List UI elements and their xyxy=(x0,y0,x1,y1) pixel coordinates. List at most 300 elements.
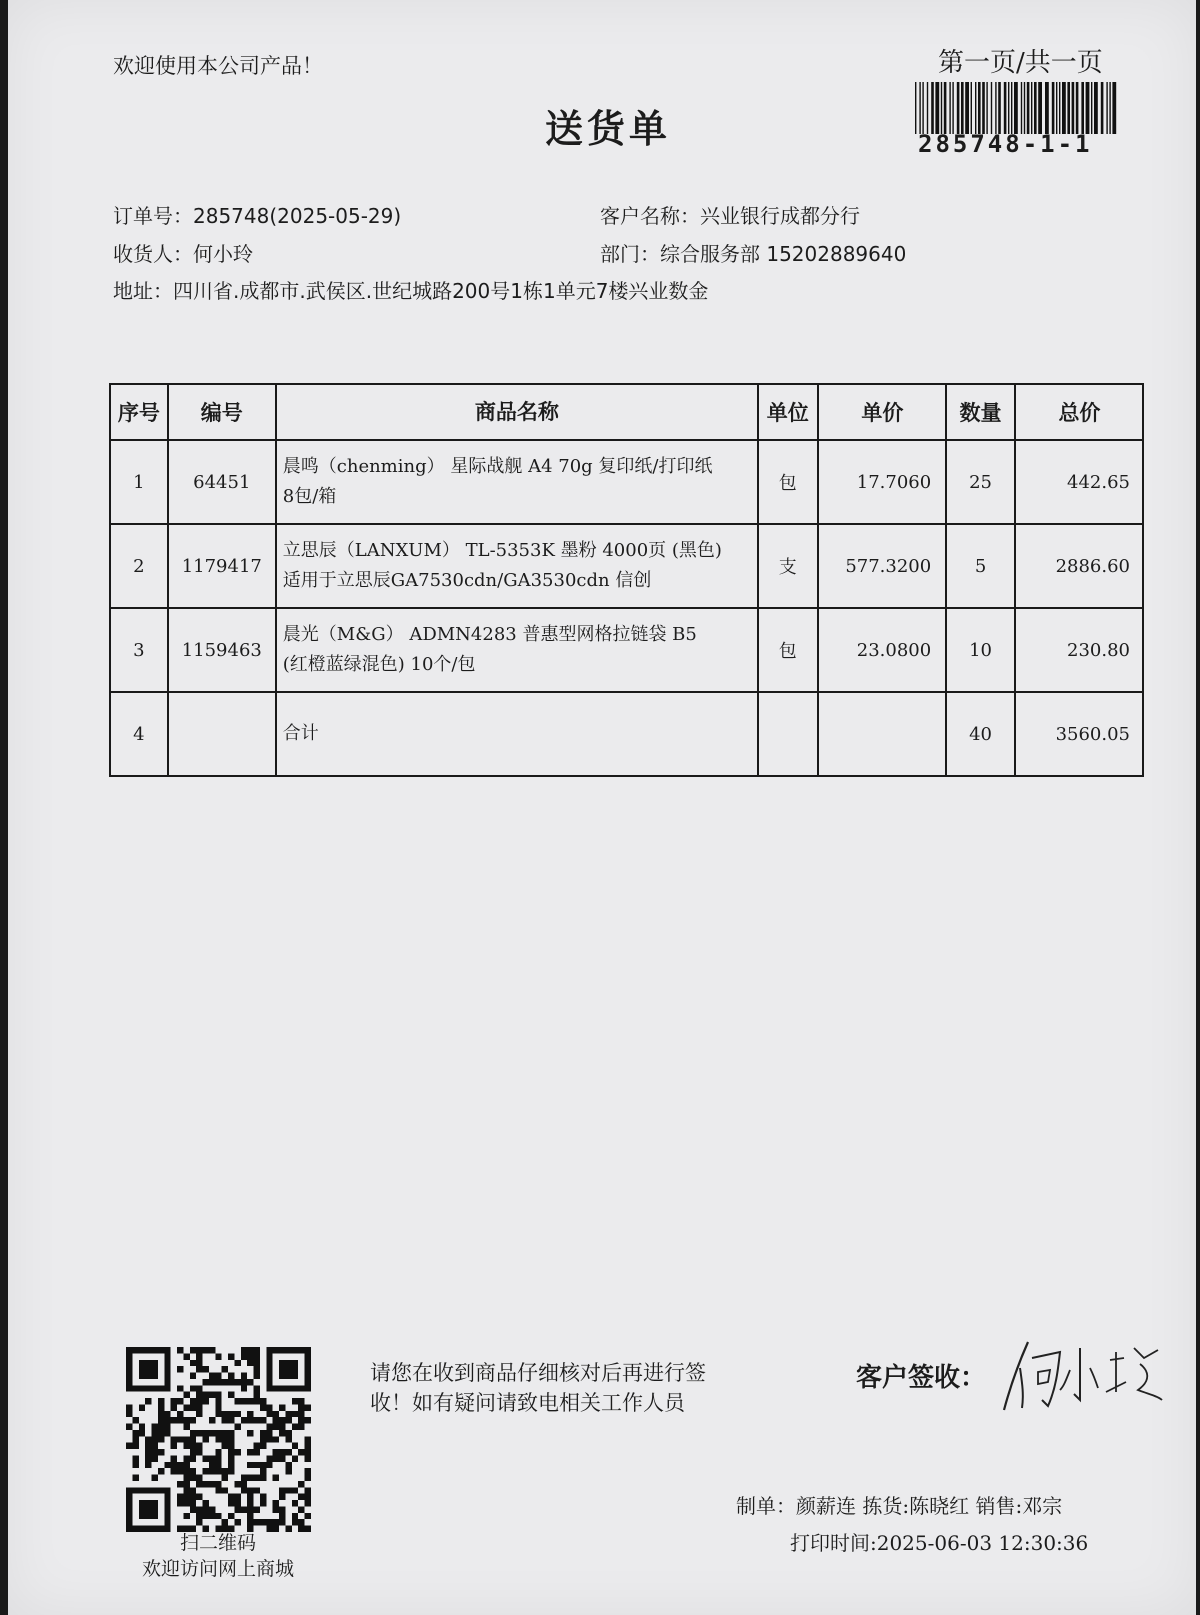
qr-module xyxy=(183,1455,189,1461)
qr-module xyxy=(247,1487,253,1493)
qr-module xyxy=(215,1513,221,1519)
qr-module xyxy=(177,1411,183,1417)
qr-module xyxy=(203,1455,209,1461)
qr-module xyxy=(132,1443,138,1449)
qr-module xyxy=(285,1417,291,1423)
qr-module xyxy=(183,1475,189,1481)
qr-module xyxy=(241,1353,247,1359)
cell-qty: 25 xyxy=(946,440,1015,524)
qr-module xyxy=(298,1481,304,1487)
qr-module xyxy=(254,1347,260,1353)
qr-module xyxy=(228,1379,234,1385)
qr-module xyxy=(177,1417,183,1423)
qr-module xyxy=(164,1430,170,1436)
qr-module xyxy=(228,1462,234,1468)
qr-module xyxy=(305,1500,311,1506)
qr-module xyxy=(241,1487,247,1493)
qr-module xyxy=(298,1449,304,1455)
qr-module xyxy=(190,1373,196,1379)
qr-module xyxy=(209,1347,215,1353)
qr-module xyxy=(305,1513,311,1519)
qr-finder xyxy=(139,1500,158,1519)
qr-module xyxy=(126,1424,132,1430)
cell-seq: 2 xyxy=(110,524,168,608)
table-row xyxy=(110,608,1143,692)
qr-module xyxy=(234,1494,240,1500)
qr-module xyxy=(254,1360,260,1366)
qr-module xyxy=(132,1462,138,1468)
qr-module xyxy=(254,1506,260,1512)
qr-module xyxy=(196,1353,202,1359)
qr-module xyxy=(298,1424,304,1430)
cell-total: 2886.60 xyxy=(1015,524,1143,608)
qr-module xyxy=(285,1462,291,1468)
cell-seq: 1 xyxy=(110,440,168,524)
qr-module xyxy=(183,1500,189,1506)
cell-name-line2: (红橙蓝绿混色) 10个/包 xyxy=(282,654,476,675)
print-time: 打印时间:2025-06-03 12:30:36 xyxy=(790,1531,1089,1555)
cell-name-line2: 8包/箱 xyxy=(282,486,337,507)
cell-name-line2: 适用于立思辰GA7530cdn/GA3530cdn 信创 xyxy=(282,570,652,591)
qr-module xyxy=(241,1347,247,1353)
qr-module xyxy=(177,1481,183,1487)
qr-module xyxy=(177,1436,183,1442)
qr-module xyxy=(209,1417,215,1423)
qr-module xyxy=(305,1436,311,1442)
summary-label: 合计 xyxy=(276,692,758,776)
qr-module xyxy=(190,1475,196,1481)
cell-code: 64451 xyxy=(168,440,276,524)
qr-module xyxy=(279,1519,285,1525)
qr-module xyxy=(196,1366,202,1372)
qr-module xyxy=(228,1468,234,1474)
qr-module xyxy=(196,1494,202,1500)
qr-module xyxy=(298,1494,304,1500)
qr-module xyxy=(171,1468,177,1474)
qr-module xyxy=(260,1443,266,1449)
qr-caption-line1: 扫二维码 xyxy=(179,1532,256,1554)
qr-module xyxy=(139,1424,145,1430)
qr-module xyxy=(209,1455,215,1461)
qr-module xyxy=(196,1443,202,1449)
qr-module xyxy=(222,1436,228,1442)
qr-module xyxy=(241,1506,247,1512)
qr-module xyxy=(171,1443,177,1449)
qr-module xyxy=(222,1379,228,1385)
qr-module xyxy=(164,1417,170,1423)
summary-qty: 40 xyxy=(946,692,1015,776)
qr-module xyxy=(171,1404,177,1410)
qr-module xyxy=(152,1430,158,1436)
table-header-row xyxy=(110,384,1143,440)
qr-module xyxy=(183,1487,189,1493)
qr-module xyxy=(234,1379,240,1385)
qr-module xyxy=(298,1398,304,1404)
qr-module xyxy=(279,1513,285,1519)
qr-module xyxy=(228,1455,234,1461)
qr-module xyxy=(190,1443,196,1449)
qr-module xyxy=(215,1481,221,1487)
cell-qty: 10 xyxy=(946,608,1015,692)
qr-module xyxy=(215,1430,221,1436)
qr-module xyxy=(203,1481,209,1487)
qr-module xyxy=(196,1475,202,1481)
qr-module xyxy=(203,1347,209,1353)
qr-module xyxy=(241,1481,247,1487)
qr-module xyxy=(254,1475,260,1481)
cell-seq: 3 xyxy=(110,608,168,692)
qr-module xyxy=(190,1417,196,1423)
qr-module xyxy=(209,1379,215,1385)
header-seq: 序号 xyxy=(110,384,168,440)
qr-module xyxy=(247,1347,253,1353)
qr-module xyxy=(228,1443,234,1449)
qr-module xyxy=(292,1443,298,1449)
qr-module xyxy=(215,1353,221,1359)
receiver-name: 收货人：何小玲 xyxy=(113,242,253,266)
qr-module xyxy=(273,1436,279,1442)
cell-unit: 包 xyxy=(758,440,818,524)
qr-module xyxy=(285,1436,291,1442)
qr-module xyxy=(279,1404,285,1410)
cell-name xyxy=(276,608,758,692)
qr-module xyxy=(145,1462,151,1468)
cell-seq: 4 xyxy=(110,692,168,776)
qr-module xyxy=(234,1506,240,1512)
qr-module xyxy=(254,1398,260,1404)
qr-module xyxy=(209,1462,215,1468)
qr-module xyxy=(209,1430,215,1436)
qr-module xyxy=(183,1462,189,1468)
qr-module xyxy=(266,1424,272,1430)
qr-module xyxy=(254,1487,260,1493)
qr-module xyxy=(183,1443,189,1449)
qr-module xyxy=(126,1404,132,1410)
qr-module xyxy=(241,1385,247,1391)
qr-finder xyxy=(139,1360,158,1379)
qr-module xyxy=(196,1449,202,1455)
qr-module xyxy=(260,1436,266,1442)
qr-module xyxy=(158,1398,164,1404)
qr-module xyxy=(285,1468,291,1474)
qr-module xyxy=(273,1449,279,1455)
department-info: 部门：综合服务部 15202889640 xyxy=(600,242,907,266)
qr-module xyxy=(234,1411,240,1417)
qr-module xyxy=(203,1506,209,1512)
qr-module xyxy=(247,1430,253,1436)
qr-module xyxy=(183,1513,189,1519)
qr-module xyxy=(228,1373,234,1379)
qr-module xyxy=(234,1449,240,1455)
qr-module xyxy=(158,1430,164,1436)
qr-module xyxy=(209,1468,215,1474)
qr-caption xyxy=(103,1530,333,1582)
cell-unit-empty xyxy=(758,692,818,776)
qr-module xyxy=(209,1481,215,1487)
cell-code: 1179417 xyxy=(168,524,276,608)
qr-module xyxy=(285,1430,291,1436)
qr-module xyxy=(190,1494,196,1500)
qr-module xyxy=(279,1455,285,1461)
qr-module xyxy=(241,1398,247,1404)
cell-total: 442.65 xyxy=(1015,440,1143,524)
qr-module xyxy=(247,1494,253,1500)
qr-module xyxy=(132,1475,138,1481)
qr-module xyxy=(273,1417,279,1423)
qr-module xyxy=(203,1398,209,1404)
qr-module xyxy=(203,1379,209,1385)
qr-module xyxy=(298,1404,304,1410)
qr-module xyxy=(279,1417,285,1423)
qr-module xyxy=(292,1424,298,1430)
qr-module xyxy=(183,1424,189,1430)
qr-module xyxy=(196,1430,202,1436)
qr-module xyxy=(305,1404,311,1410)
qr-module xyxy=(228,1500,234,1506)
qr-module xyxy=(228,1392,234,1398)
qr-module xyxy=(241,1373,247,1379)
qr-module xyxy=(260,1462,266,1468)
qr-module xyxy=(298,1417,304,1423)
qr-module xyxy=(254,1519,260,1525)
qr-module xyxy=(273,1506,279,1512)
qr-module xyxy=(196,1513,202,1519)
qr-module xyxy=(164,1411,170,1417)
qr-module xyxy=(266,1436,272,1442)
qr-module xyxy=(292,1455,298,1461)
page-indicator: 第一页/共一页 xyxy=(938,48,1103,78)
qr-module xyxy=(228,1430,234,1436)
qr-module xyxy=(209,1392,215,1398)
qr-module xyxy=(305,1487,311,1493)
qr-module xyxy=(228,1353,234,1359)
qr-module xyxy=(228,1513,234,1519)
qr-module xyxy=(145,1455,151,1461)
qr-module xyxy=(266,1519,272,1525)
qr-module xyxy=(152,1424,158,1430)
qr-module xyxy=(279,1424,285,1430)
qr-module xyxy=(298,1519,304,1525)
welcome-text: 欢迎使用本公司产品！ xyxy=(113,54,323,78)
qr-module xyxy=(190,1398,196,1404)
qr-module xyxy=(152,1436,158,1442)
qr-module xyxy=(266,1455,272,1461)
qr-module xyxy=(171,1417,177,1423)
qr-module xyxy=(132,1430,138,1436)
qr-module xyxy=(145,1443,151,1449)
cell-name xyxy=(276,440,758,524)
cell-price: 17.7060 xyxy=(818,440,947,524)
qr-module xyxy=(247,1449,253,1455)
cell-total: 230.80 xyxy=(1015,608,1143,692)
qr-module xyxy=(234,1519,240,1525)
qr-module xyxy=(254,1392,260,1398)
notice-line2: 收！如有疑问请致电相关工作人员 xyxy=(370,1391,685,1415)
qr-module xyxy=(196,1519,202,1525)
qr-module xyxy=(139,1404,145,1410)
qr-module xyxy=(247,1411,253,1417)
qr-module xyxy=(241,1475,247,1481)
cell-price: 577.3200 xyxy=(818,524,947,608)
qr-module xyxy=(183,1404,189,1410)
qr-module xyxy=(190,1430,196,1436)
qr-module xyxy=(247,1519,253,1525)
qr-module xyxy=(209,1373,215,1379)
qr-module xyxy=(190,1500,196,1506)
notice-line1: 请您在收到商品仔细核对后再进行签 xyxy=(370,1361,706,1385)
qr-module xyxy=(273,1455,279,1461)
cell-price-empty xyxy=(818,692,947,776)
qr-module xyxy=(247,1417,253,1423)
barcode-number: 285748-1-1 xyxy=(918,130,1093,158)
qr-module xyxy=(260,1404,266,1410)
qr-code-image xyxy=(126,1347,311,1532)
cell-name xyxy=(276,524,758,608)
qr-module xyxy=(273,1500,279,1506)
qr-module xyxy=(203,1366,209,1372)
qr-module xyxy=(222,1430,228,1436)
order-number: 订单号：285748(2025-05-29) xyxy=(113,204,402,228)
qr-module xyxy=(254,1449,260,1455)
cell-unit: 支 xyxy=(758,524,818,608)
qr-module xyxy=(247,1398,253,1404)
qr-module xyxy=(196,1411,202,1417)
table-row xyxy=(110,440,1143,524)
qr-module xyxy=(215,1436,221,1442)
summary-total: 3560.05 xyxy=(1015,692,1143,776)
qr-module xyxy=(247,1506,253,1512)
qr-module xyxy=(215,1455,221,1461)
qr-module xyxy=(145,1436,151,1442)
qr-module xyxy=(292,1487,298,1493)
qr-module xyxy=(305,1417,311,1423)
qr-module xyxy=(145,1398,151,1404)
qr-module xyxy=(196,1404,202,1410)
handwritten-signature xyxy=(998,1330,1168,1420)
qr-module xyxy=(132,1417,138,1423)
qr-module xyxy=(190,1360,196,1366)
summary-row xyxy=(110,692,1143,776)
qr-module xyxy=(222,1519,228,1525)
qr-module xyxy=(234,1398,240,1404)
cell-code-empty xyxy=(168,692,276,776)
qr-module xyxy=(158,1417,164,1423)
qr-module xyxy=(183,1481,189,1487)
qr-module xyxy=(196,1392,202,1398)
qr-module xyxy=(260,1468,266,1474)
qr-module xyxy=(241,1379,247,1385)
qr-module xyxy=(164,1424,170,1430)
qr-module xyxy=(126,1443,132,1449)
qr-module xyxy=(285,1411,291,1417)
qr-module xyxy=(254,1366,260,1372)
qr-module xyxy=(247,1360,253,1366)
qr-module xyxy=(260,1417,266,1423)
receipt-notice xyxy=(370,1358,780,1418)
qr-module xyxy=(234,1481,240,1487)
qr-module xyxy=(171,1462,177,1468)
qr-module xyxy=(171,1436,177,1442)
qr-module xyxy=(177,1366,183,1372)
qr-module xyxy=(177,1500,183,1506)
qr-module xyxy=(247,1475,253,1481)
qr-module xyxy=(305,1443,311,1449)
header-price: 单价 xyxy=(818,384,947,440)
qr-module xyxy=(215,1398,221,1404)
qr-module xyxy=(305,1475,311,1481)
qr-module xyxy=(190,1468,196,1474)
qr-module xyxy=(228,1449,234,1455)
qr-module xyxy=(234,1500,240,1506)
qr-module xyxy=(126,1411,132,1417)
header-unit: 单位 xyxy=(758,384,818,440)
qr-module xyxy=(222,1411,228,1417)
cell-code: 1159463 xyxy=(168,608,276,692)
header-code: 编号 xyxy=(168,384,276,440)
qr-module xyxy=(215,1487,221,1493)
qr-module xyxy=(292,1500,298,1506)
qr-module xyxy=(183,1494,189,1500)
qr-module xyxy=(209,1506,215,1512)
delivery-note-paper xyxy=(8,0,1196,1615)
qr-module xyxy=(292,1398,298,1404)
qr-module xyxy=(152,1455,158,1461)
qr-module xyxy=(241,1417,247,1423)
qr-module xyxy=(190,1347,196,1353)
document-title: 送货单 xyxy=(544,107,671,151)
qr-module xyxy=(190,1385,196,1391)
qr-module xyxy=(203,1436,209,1442)
qr-module xyxy=(292,1519,298,1525)
qr-module xyxy=(260,1500,266,1506)
qr-module xyxy=(203,1468,209,1474)
qr-module xyxy=(203,1513,209,1519)
qr-module xyxy=(305,1468,311,1474)
qr-module xyxy=(215,1373,221,1379)
qr-module xyxy=(177,1385,183,1391)
qr-module xyxy=(273,1519,279,1525)
qr-module xyxy=(196,1385,202,1391)
qr-module xyxy=(203,1392,209,1398)
qr-module xyxy=(215,1468,221,1474)
qr-module xyxy=(234,1360,240,1366)
header-total: 总价 xyxy=(1015,384,1143,440)
qr-module xyxy=(215,1379,221,1385)
qr-module xyxy=(158,1424,164,1430)
qr-module xyxy=(222,1443,228,1449)
cell-qty: 5 xyxy=(946,524,1015,608)
qr-module xyxy=(279,1449,285,1455)
qr-caption-line2: 欢迎访问网上商城 xyxy=(141,1558,294,1580)
qr-module xyxy=(183,1468,189,1474)
qr-module xyxy=(158,1468,164,1474)
qr-module xyxy=(203,1500,209,1506)
qr-module xyxy=(305,1455,311,1461)
cell-price: 23.0800 xyxy=(818,608,947,692)
qr-module xyxy=(273,1411,279,1417)
qr-module xyxy=(152,1443,158,1449)
qr-module xyxy=(247,1379,253,1385)
qr-module xyxy=(177,1347,183,1353)
qr-module xyxy=(279,1430,285,1436)
qr-module xyxy=(183,1436,189,1442)
qr-module xyxy=(139,1430,145,1436)
staff-info: 制单：颜薪连 拣货:陈晓红 销售:邓宗 xyxy=(736,1494,1063,1518)
cell-name-line1: 晨鸣（chenming） 星际战舰 A4 70g 复印纸/打印纸 xyxy=(282,456,713,477)
qr-module xyxy=(254,1417,260,1423)
qr-module xyxy=(132,1436,138,1442)
qr-module xyxy=(222,1487,228,1493)
